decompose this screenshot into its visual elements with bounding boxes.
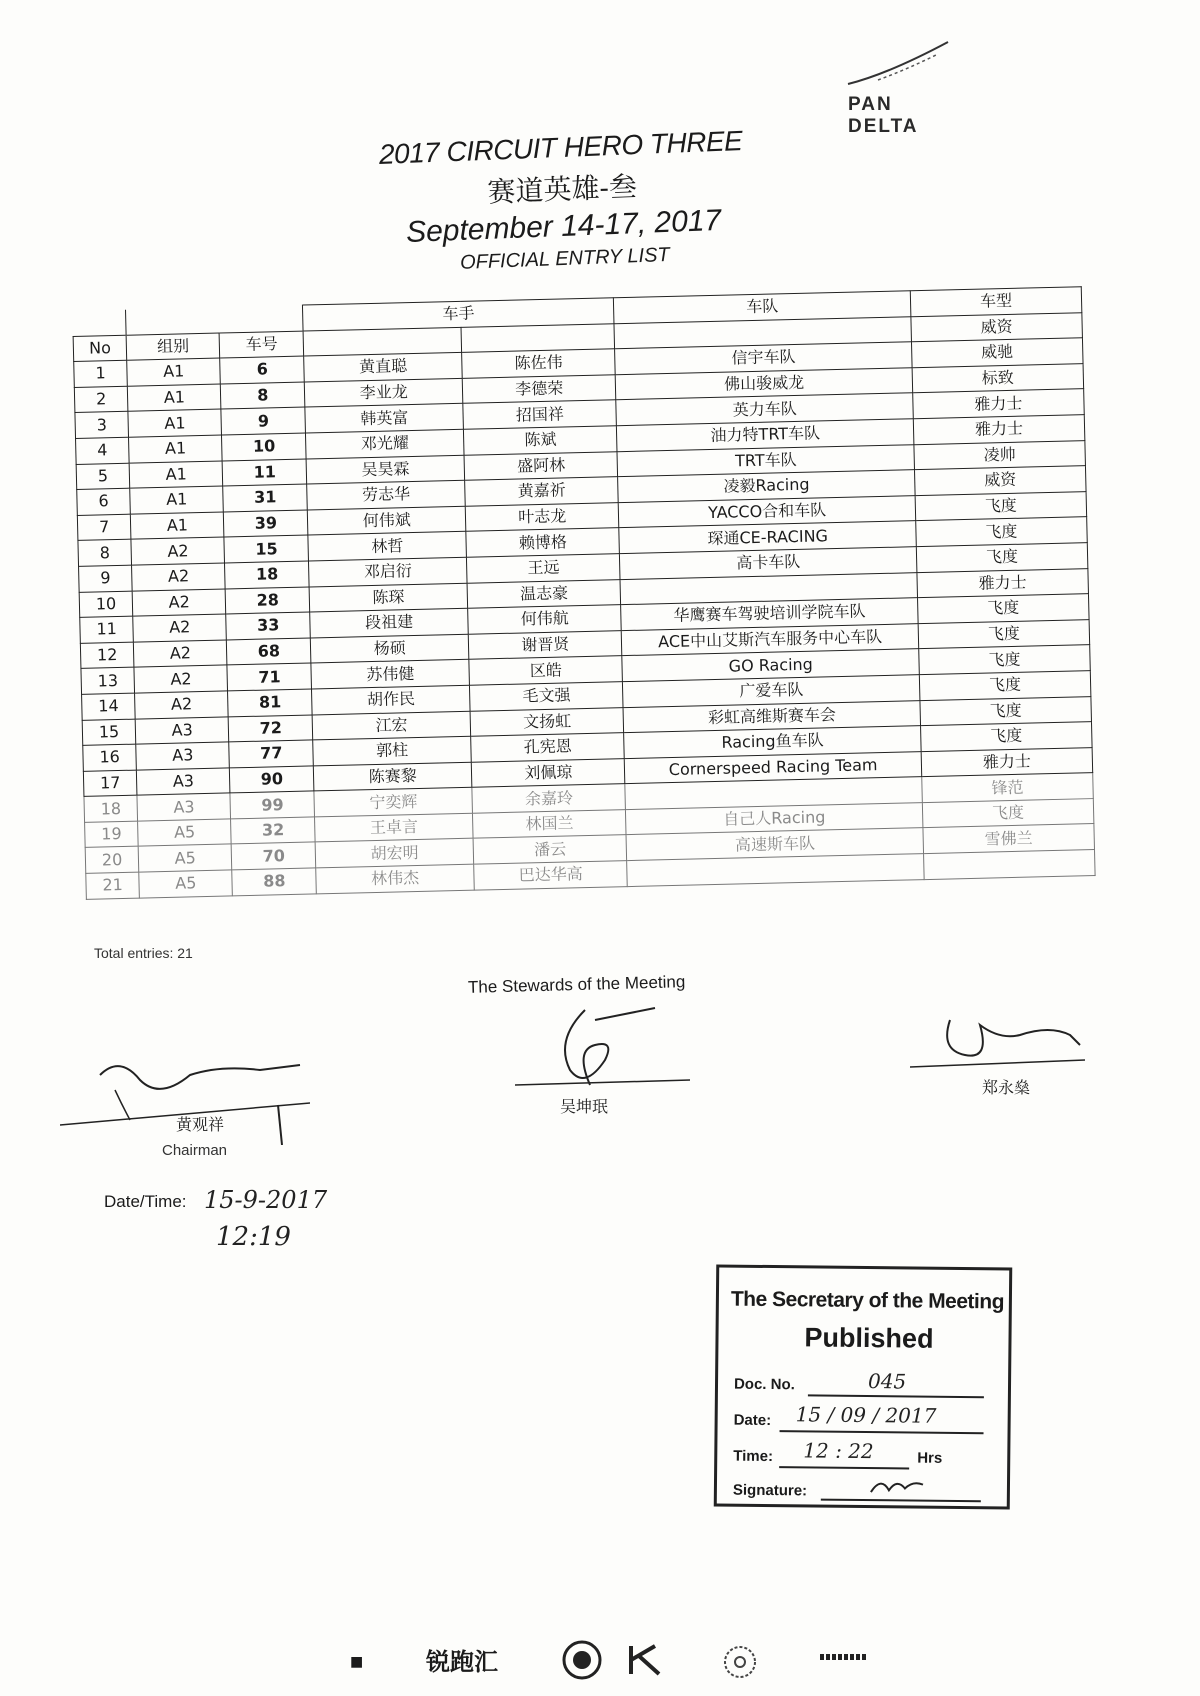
cell-team: ACE中山艾斯汽车服务中心车队 [622,623,919,656]
cell-group: A2 [131,537,225,565]
cell-no: 19 [85,821,139,848]
cell-car-no: 70 [232,842,316,870]
date-value: 15 / 09 / 2017 [795,1402,937,1428]
pan-delta-logo [818,34,968,137]
cell-car-no: 88 [232,868,316,896]
cell-driver-1: 王卓言 [315,813,473,842]
cell-car-no: 6 [220,356,304,384]
cell-no: 20 [85,847,139,874]
cell-group: A1 [128,409,222,437]
cell-driver-2: 区皓 [469,656,623,685]
document-subtitle: OFFICIAL ENTRY LIST [459,243,671,274]
header-group: 组别 [126,333,220,361]
cell-no: 21 [86,872,140,899]
cell-group: A1 [127,358,221,386]
cell-team: 高速斯车队 [626,828,923,861]
cell-driver-2: 潘云 [473,835,627,864]
cell-team: YACCO合和车队 [619,495,916,528]
datetime-label: Date/Time: [104,1192,187,1211]
date-label: Date: [733,1411,772,1430]
cell-group: A5 [138,819,232,847]
cell-no: 11 [80,616,134,643]
doc-no-value: 045 [867,1369,907,1394]
cell-driver-1: 劳志华 [307,480,465,509]
cell-car-no: 28 [226,587,310,615]
cell-no: 9 [79,565,133,592]
cell-no: 1 [74,360,128,387]
cell-driver-1: 苏伟健 [311,660,469,689]
cell-driver-2: 赖博格 [466,528,620,557]
cell-team: 佛山骏威龙 [616,368,913,401]
cell-car-no: 18 [225,561,309,589]
cell-no: 2 [74,386,128,413]
header-car-extra: 威资 [911,312,1083,342]
cell-car-no: 81 [228,689,312,717]
steward3-signature [910,1005,1090,1085]
cell-car-no: 71 [227,663,311,691]
cell-driver-1: 黄直聪 [304,353,462,382]
cell-team: 英力车队 [616,393,913,426]
cell-driver-2: 毛文强 [470,682,624,711]
cell-no: 17 [83,770,137,797]
cell-car: 飞度 [920,722,1092,752]
cell-car: 雅力士 [917,568,1089,598]
cell-driver-1: 李业龙 [304,378,462,407]
cell-driver-1: 宁奕辉 [314,787,472,816]
logo-text: PAN DELTA [848,94,919,137]
cell-car-no: 39 [224,510,308,538]
cell-team: 凌毅Racing [618,470,915,503]
cell-no: 3 [75,412,129,439]
cell-no: 18 [84,795,138,822]
cell-car-no: 72 [229,714,313,742]
cell-group: A5 [139,870,233,898]
cell-group: A3 [137,768,231,796]
cell-car: 雅力士 [913,415,1085,445]
cell-driver-2: 黄嘉祈 [465,477,619,506]
cell-driver-1: 吴昊霖 [306,455,464,484]
cell-driver-2: 刘佩琼 [471,758,625,787]
cell-car: 飞度 [916,517,1088,547]
cell-car-no: 68 [227,638,311,666]
header-car-no: 车号 [219,331,303,359]
cell-team: 彩虹高维斯赛车会 [623,700,920,733]
cell-driver-1: 邓光耀 [306,429,464,458]
cell-driver-2: 谢晋贤 [468,630,622,659]
secretary-title: The Secretary of the Meeting [730,1287,1005,1314]
cell-driver-2: 孔宪恩 [471,733,625,762]
cell-team: 油力特TRT车队 [617,419,914,452]
cell-no: 16 [83,744,137,771]
event-title-cn: 赛道英雄-叁 [486,170,638,209]
cell-driver-2: 陈斌 [464,426,618,455]
cell-group: A2 [132,588,226,616]
cell-car: 标致 [912,363,1084,393]
cell-car [923,850,1095,880]
cell-group: A2 [135,691,229,719]
cell-driver-1: 何伟斌 [308,506,466,535]
cell-car: 雪佛兰 [923,824,1095,854]
datetime-time-handwritten: 12:19 [216,1222,291,1252]
cell-no: 10 [79,591,133,618]
cell-driver-2: 余嘉玲 [472,784,626,813]
datetime-date-handwritten: 15-9-2017 [204,1186,328,1214]
cell-car: 飞度 [918,619,1090,649]
cell-car-no: 33 [226,612,310,640]
cell-car: 飞度 [919,671,1091,701]
cell-car-no: 10 [222,433,306,461]
cell-team: 华鹰赛车驾驶培训学院车队 [621,598,918,631]
cell-group: A1 [129,461,223,489]
total-entries: Total entries: 21 [94,945,193,961]
cell-driver-2: 温志豪 [467,579,621,608]
cell-group: A1 [130,486,224,514]
cell-team: 广爱车队 [623,675,920,708]
cell-car: 飞度 [922,798,1094,828]
cell-team: GO Racing [622,649,919,682]
cell-car: 飞度 [917,594,1089,624]
cell-driver-2: 招国祥 [463,400,617,429]
cell-driver-2: 文扬虹 [470,707,624,736]
hrs-label: Hrs [917,1449,943,1467]
stewards-heading: The Stewards of the Meeting [467,972,686,997]
cell-no: 13 [81,667,135,694]
cell-car-no: 99 [230,791,314,819]
footer-logo-text: 锐跑汇 [426,1647,498,1676]
secretary-signature [867,1474,927,1499]
cell-driver-1: 韩英富 [305,404,463,433]
cell-car: 飞度 [916,543,1088,573]
cell-no: 8 [78,540,132,567]
chairman-name: 黄观祥 [176,1115,225,1134]
cell-car-no: 8 [221,382,305,410]
cell-no: 4 [76,437,130,464]
cell-group: A1 [131,512,225,540]
cell-driver-1: 段祖建 [310,608,468,637]
sponsor-bar-icon [820,1654,868,1660]
document-header [330,123,795,280]
cell-car: 锋范 [922,773,1094,803]
cell-group: A5 [138,844,232,872]
event-title: 2017 CIRCUIT HERO THREE [378,125,743,170]
cell-car-no: 31 [223,484,307,512]
cell-group: A2 [133,614,227,642]
cell-driver-1: 胡宏明 [315,839,473,868]
cell-team: 高卡车队 [620,547,917,580]
signature-label: Signature: [732,1481,808,1500]
cell-car-no: 32 [231,817,315,845]
secretary-published-stamp [714,1264,1013,1509]
cell-car: 飞度 [920,696,1092,726]
header-car: 车型 [910,287,1082,317]
entry-list-table-wrapper [72,286,1096,899]
cell-car: 雅力士 [921,747,1093,777]
cell-driver-2: 何伟航 [468,605,622,634]
cell-no: 7 [77,514,131,541]
cell-driver-2: 李德荣 [462,374,616,403]
cell-no: 15 [82,719,136,746]
cell-car: 雅力士 [913,389,1085,419]
cell-team: Cornerspeed Racing Team [625,751,922,784]
time-label: Time: [733,1447,774,1466]
cell-car-no: 9 [221,407,305,435]
cell-driver-2: 陈佐伟 [462,349,616,378]
cell-group: A3 [135,716,229,744]
cell-driver-2: 盛阿林 [464,451,618,480]
cell-car: 飞度 [919,645,1091,675]
footer-sponsor-logos [350,1636,880,1686]
cell-driver-1: 邓启衍 [309,557,467,586]
cell-car-no: 90 [230,766,314,794]
cell-car: 威资 [914,466,1086,496]
sponsor-badge-icon [720,1642,760,1682]
cell-group: A1 [129,435,223,463]
logo-swoosh-icon [838,34,958,94]
cell-car: 飞度 [915,491,1087,521]
cell-driver-1: 郭柱 [313,736,471,765]
published-status: Published [804,1322,934,1354]
cell-team: Racing鱼车队 [624,726,921,759]
event-dates: September 14-17, 2017 [405,203,722,249]
entry-list-table [72,286,1096,899]
sponsor-k-logo-icon [625,1642,673,1678]
cell-driver-1: 江宏 [312,711,470,740]
cell-no: 5 [76,463,130,490]
cell-driver-2: 王远 [467,554,621,583]
cell-driver-1: 林哲 [308,532,466,561]
cell-group: A2 [134,665,228,693]
sponsor-mark-icon: ■ [350,1654,364,1670]
entry-rows [74,338,1095,899]
cell-driver-1: 杨硕 [311,634,469,663]
cell-driver-2: 巴达华高 [474,861,628,890]
cell-group: A3 [137,793,231,821]
cell-group: A2 [134,640,228,668]
header-no: No [73,335,127,362]
steward2-signature [515,1000,695,1100]
header-team: 车队 [614,291,911,324]
cell-no: 14 [82,693,136,720]
steward3-name: 郑永燊 [982,1078,1031,1097]
cell-driver-1: 林伟杰 [316,864,474,893]
time-value: 12 : 22 [803,1438,874,1464]
cell-group: A2 [132,563,226,591]
sponsor-emblem-icon [560,1638,604,1682]
cell-team: 自己人Racing [626,802,923,835]
cell-driver-2: 叶志龙 [465,502,619,531]
cell-driver-1: 陈琛 [309,583,467,612]
doc-no-label: Doc. No. [733,1375,795,1394]
cell-driver-1: 陈赛黎 [314,762,472,791]
cell-group: A1 [128,384,222,412]
cell-no: 12 [80,642,134,669]
chairman-role: Chairman [162,1142,228,1159]
cell-team: 琛通CE-RACING [619,521,916,554]
cell-no: 6 [77,488,131,515]
cell-car: 凌帅 [914,440,1086,470]
cell-driver-1: 胡作民 [312,685,470,714]
cell-car-no: 11 [222,459,306,487]
cell-car-no: 15 [224,535,308,563]
header-drivers: 车手 [303,298,615,331]
cell-car-no: 77 [229,740,313,768]
cell-car: 威驰 [911,338,1083,368]
cell-driver-2: 林国兰 [473,809,627,838]
steward2-name: 吴坤珉 [560,1097,609,1116]
cell-team: 信宇车队 [615,342,912,375]
cell-group: A3 [136,742,230,770]
cell-team: TRT车队 [617,444,914,477]
